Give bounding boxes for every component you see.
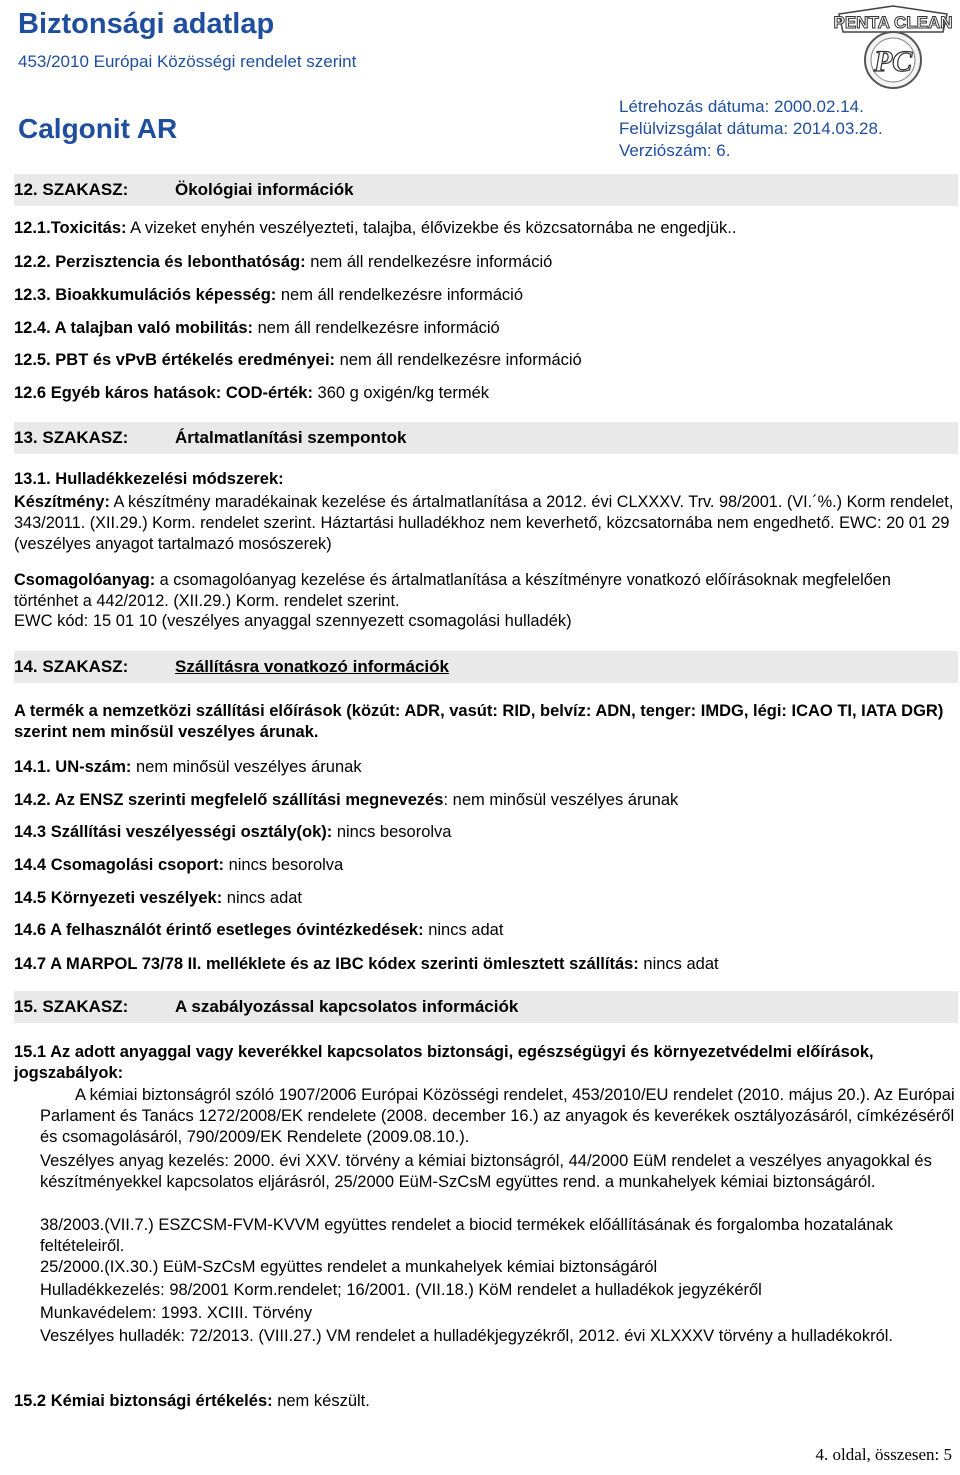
section-number: 12. SZAKASZ:	[14, 180, 129, 199]
toxicity-line: 12.1.Toxicitás: A vizeket enyhén veszélyezteti, talajba, élővizekbe és közcsatornába ne engedjük..	[14, 219, 737, 237]
section-title: Ökológiai információk	[175, 180, 354, 199]
regulations-paragraph-2: Veszélyes anyag kezelés: 2000. évi XXV. törvény a kémiai biztonságról, 44/2000 EüM rendelet a veszélyes anyagokkal és készítményekkel kapcsolatos eljárásról, 25/2000 EüM-SzCsM együttes rend. a munkahelyek kémiai biztonságáról.	[40, 1152, 932, 1191]
ewc-code-line: EWC kód: 15 01 10 (veszélyes anyaggal szennyezett csomagolási hulladék)	[14, 612, 572, 630]
revised-date: Felülvizsgálat dátuma: 2014.03.28.	[619, 119, 883, 138]
hazard-class-line: 14.3 Szállítási veszélyességi osztály(ok): nincs besorolva	[14, 823, 452, 841]
preparation-paragraph: Készítmény: A készítmény maradékainak kezelése és ártalmatlanítása a 2012. évi CLXXXV. Trv. 98/2001. (VI.´%.) Korm rendelet, 343/2011. (XII.29.) Korm. rendelet szerint. Háztartási hulladékhoz nem keverhető, közcsatornába nem engedhető. EWC: 20 01 29 (veszélyes anyagot tartalmazó mosószerek)	[14, 493, 954, 553]
svg-text:PENTA CLEAN: PENTA CLEAN	[833, 13, 953, 32]
regulations-paragraph-3: 38/2003.(VII.7.) ESZCSM-FVM-KVVM együttes rendelet a biocid termékek előállításának és forgalomba hozatalának feltételeiről.	[40, 1216, 893, 1255]
user-precautions-line: 14.6 A felhasználót érintő esetleges óvintézkedések: nincs adat	[14, 921, 504, 939]
regulations-paragraph-7: Veszélyes hulladék: 72/2013. (VIII.27.) VM rendelet a hulladékjegyzékről, 2012. évi XLXXXV törvény a hulladékokról.	[40, 1327, 893, 1345]
regulations-paragraph-4: 25/2000.(IX.30.) EüM-SzCsM együttes rendelet a munkahelyek kémiai biztonságáról	[40, 1258, 658, 1276]
mobility-line: 12.4. A talajban való mobilitás: nem áll rendelkezésre információ	[14, 319, 500, 337]
section-number: 14. SZAKASZ:	[14, 657, 129, 676]
shipping-name-line: 14.2. Az ENSZ szerinti megfelelő szállítási megnevezés: nem minősül veszélyes árunak	[14, 791, 679, 809]
waste-methods-heading: 13.1. Hulladékkezelési módszerek:	[14, 470, 284, 488]
pbt-line: 12.5. PBT és vPvB értékelés eredményei: nem áll rendelkezésre információ	[14, 351, 582, 369]
section-14-header	[14, 651, 958, 683]
persistence-line: 12.2. Perzisztencia és lebonthatóság: nem áll rendelkezésre információ	[14, 253, 553, 271]
section-13-header	[14, 422, 958, 454]
section-number: 15. SZAKASZ:	[14, 997, 129, 1016]
document-title: Biztonsági adatlap	[18, 8, 275, 40]
un-number-line: 14.1. UN-szám: nem minősül veszélyes árunak	[14, 758, 362, 776]
section-title: Ártalmatlanítási szempontok	[175, 428, 407, 447]
page-number: 4. oldal, összesen: 5	[815, 1445, 952, 1464]
bioaccumulation-line: 12.3. Bioakkumulációs képesség: nem áll rendelkezésre információ	[14, 286, 523, 304]
product-name: Calgonit AR	[18, 113, 178, 144]
section-12-header	[14, 174, 958, 206]
regulation-subtitle: 453/2010 Európai Közösségi rendelet szerint	[18, 52, 357, 71]
other-effects-line: 12.6 Egyéb káros hatások: COD-érték: 360 g oxigén/kg termék	[14, 384, 490, 402]
environmental-hazards-line: 14.5 Környezeti veszélyek: nincs adat	[14, 889, 303, 907]
packing-group-line: 14.4 Csomagolási csoport: nincs besorolva	[14, 856, 344, 874]
regulations-heading: 15.1 Az adott anyaggal vagy keverékkel kapcsolatos biztonsági, egészségügyi és környezetvédelmi előírások, jogszabályok:	[14, 1043, 874, 1082]
regulations-paragraph-1: A kémiai biztonságról szóló 1907/2006 Európai Közösségi rendelet, 453/2010/EU rendelet (2010. május 20.). Az Európai Parlament és Tanács 1272/2008/EK rendelete (2008. december 16.) az anyagok és keverékek osztályozásáról, címkézéséről és csomagolásáról, 790/2009/EK Rendelete (2009.08.10.).	[40, 1086, 955, 1146]
section-15-header	[14, 991, 958, 1023]
penta-clean-logo	[833, 4, 953, 92]
regulations-paragraph-6: Munkavédelem: 1993. XCIII. Törvény	[40, 1304, 313, 1322]
section-number: 13. SZAKASZ:	[14, 428, 129, 447]
regulations-paragraph-5: Hulladékkezelés: 98/2001 Korm.rendelet; 16/2001. (VII.18.) KöM rendelet a hulladékok jegyzékéről	[40, 1281, 762, 1299]
packaging-paragraph: Csomagolóanyag: a csomagolóanyag kezelése és ártalmatlanítása a készítményre vonatkozó előírásoknak megfelelően történhet a 442/2012. (XII.29.) Korm. rendelet szerint.	[14, 571, 891, 610]
section-title: Szállításra vonatkozó információk	[175, 657, 449, 676]
section-title: A szabályozással kapcsolatos információk	[175, 997, 519, 1016]
version-number: Verziószám: 6.	[619, 141, 731, 160]
marpol-line: 14.7 A MARPOL 73/78 II. melléklete és az IBC kódex szerinti ömlesztett szállítás: nincs adat	[14, 955, 719, 973]
transport-intro: A termék a nemzetközi szállítási előírások (közút: ADR, vasút: RID, belvíz: ADN, tenger: IMDG, légi: ICAO TI, IATA DGR) szerint nem minősül veszélyes árunak.	[14, 702, 944, 741]
svg-text:PC: PC	[873, 45, 913, 78]
created-date: Létrehozás dátuma: 2000.02.14.	[619, 97, 864, 116]
page-header	[0, 0, 960, 170]
document-meta	[619, 96, 883, 162]
chemical-safety-line: 15.2 Kémiai biztonsági értékelés: nem készült.	[14, 1392, 370, 1410]
